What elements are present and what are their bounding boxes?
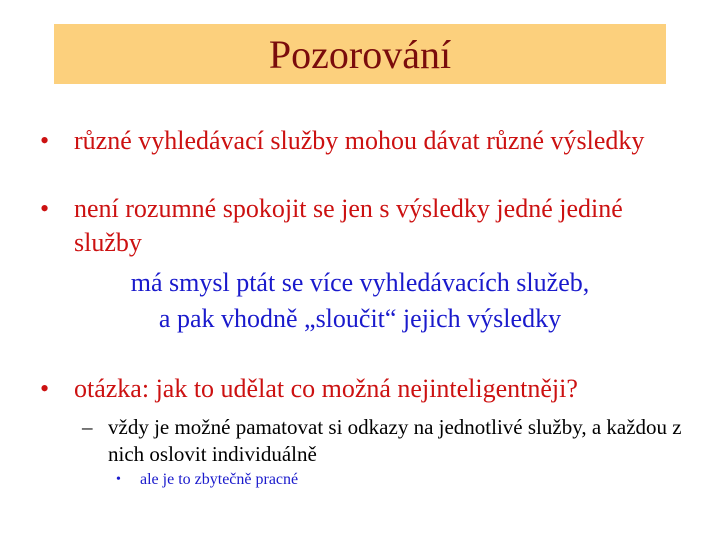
quote-line-1: má smysl ptát se více vyhledávacích služeb,	[130, 268, 590, 297]
quote-line-2: a pak vhodně „sloučit“ jejich výsledky	[158, 304, 562, 333]
bullet-marker: •	[40, 126, 50, 155]
bullet-marker: •	[40, 194, 50, 223]
bullet-text: otázka: jak to udělat co možná nejinteligentněji?	[74, 374, 578, 403]
sub-item	[82, 414, 682, 468]
sub-sub-item-text: ale je to zbytečně pracné	[140, 471, 299, 488]
bullet-item-2	[40, 192, 680, 260]
sub-sub-item-marker: •	[116, 472, 121, 487]
bullet-text: není rozumné spokojit se jen s výsledky jedné jediné služby	[74, 194, 623, 257]
title-banner	[54, 24, 666, 84]
bullet-item-1	[40, 124, 680, 158]
bullet-item-question	[40, 372, 680, 406]
sub-item-marker: –	[82, 415, 93, 439]
bullet-text: různé vyhledávací služby mohou dávat různé výsledky	[74, 126, 645, 155]
bullet-marker: •	[40, 374, 50, 403]
sub-sub-item	[116, 470, 676, 490]
slide-title: Pozorování	[268, 31, 452, 77]
sub-item-text: vždy je možné pamatovat si odkazy na jednotlivé služby, a každou z nich oslovit individuálně	[108, 415, 682, 466]
